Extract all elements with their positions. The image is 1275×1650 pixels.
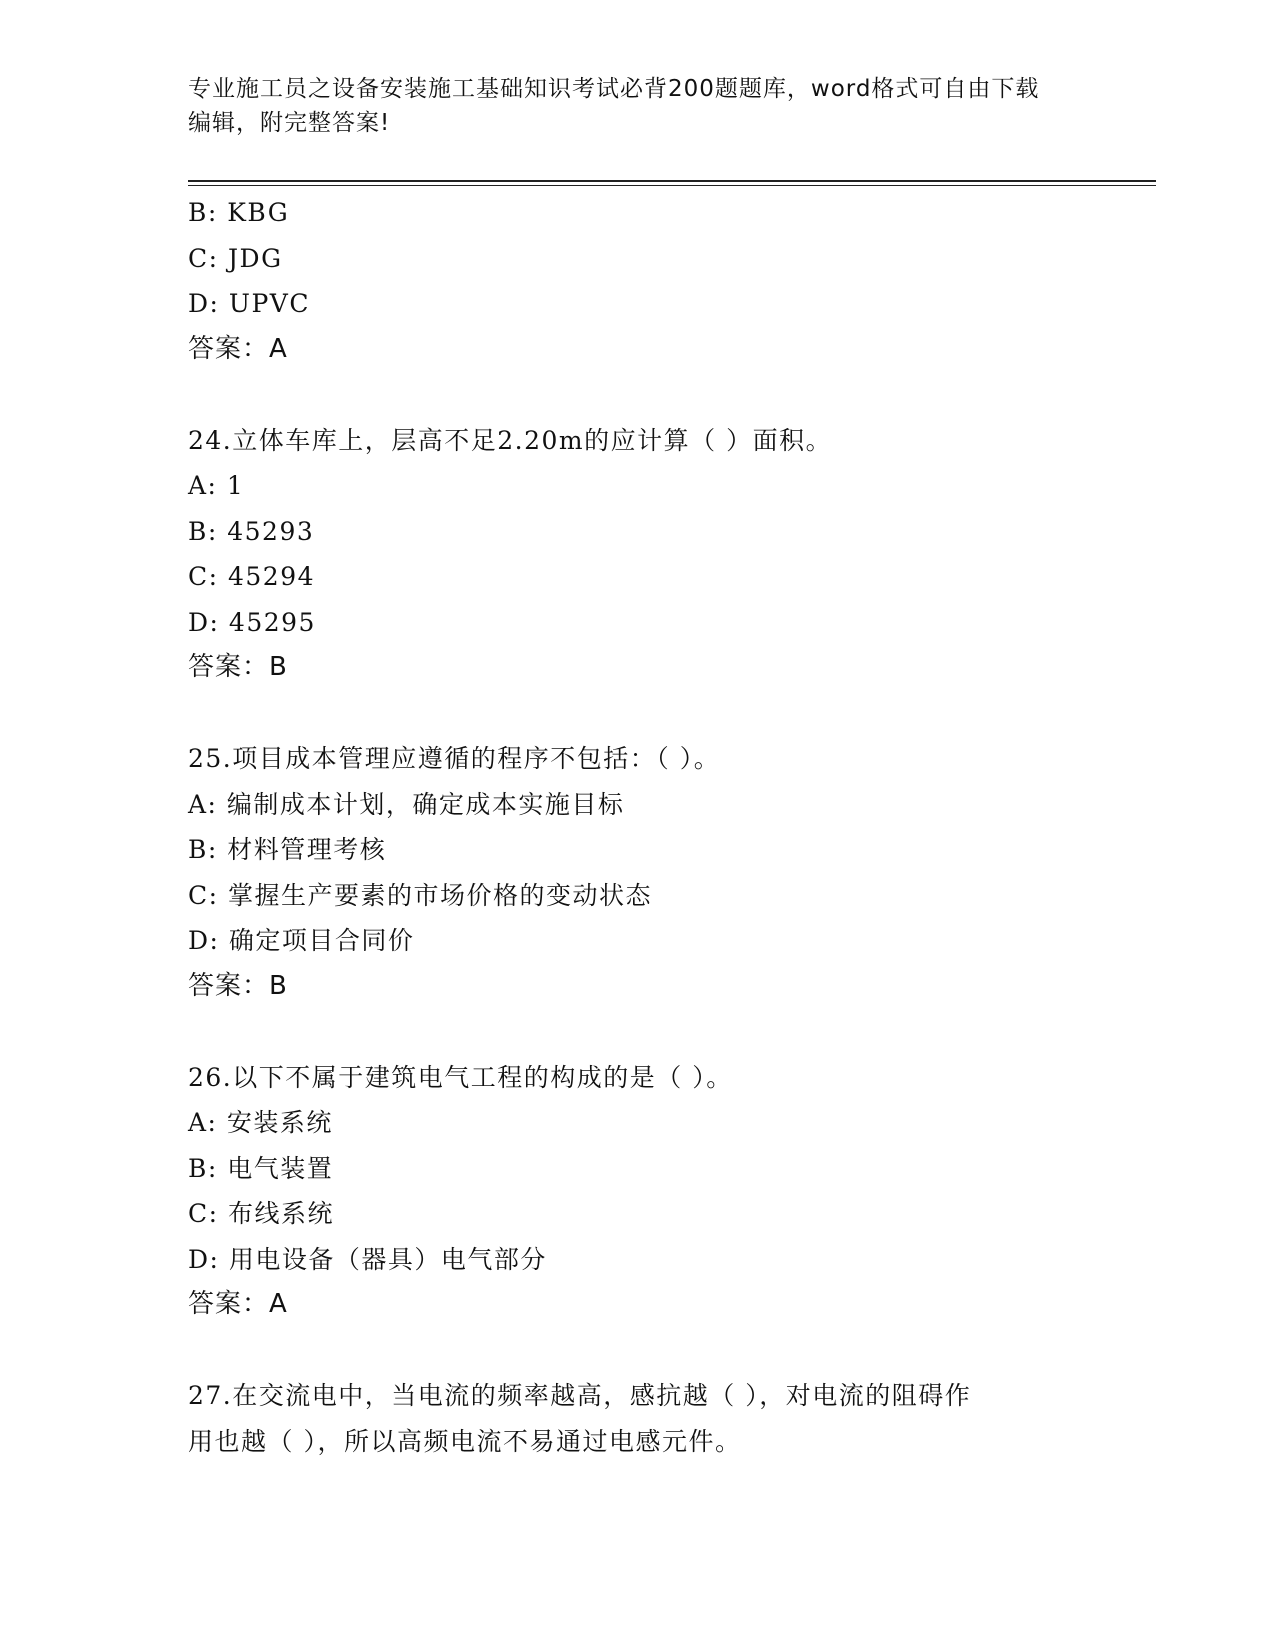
option-b: B: 45293 [188, 516, 315, 546]
page-header [188, 72, 1088, 140]
option-c: C: JDG [188, 243, 283, 273]
option-d: D: UPVC [188, 289, 310, 318]
answer-label: 答案：A [188, 1289, 288, 1319]
question-text: 24.立体车库上，层高不足2.20m的应计算（ ）面积。 [188, 425, 833, 455]
option-c: C: 掌握生产要素的市场价格的变动状态 [188, 880, 652, 910]
option-a: A: 1 [188, 471, 245, 500]
option-d: D: 用电设备（器具）电气部分 [188, 1244, 547, 1274]
question-26-block [188, 1055, 1088, 1328]
option-a: A: 安装系统 [188, 1108, 333, 1137]
option-b: B: KBG [188, 198, 290, 227]
question-23-block [188, 190, 1088, 372]
option-a: A: 编制成本计划，确定成本实施目标 [188, 789, 625, 819]
answer-label: 答案：A [188, 333, 288, 364]
answer-label: 答案：B [188, 970, 288, 1001]
answer-label: 答案：B [188, 652, 288, 682]
option-c: C: 布线系统 [188, 1199, 334, 1228]
question-text: 26.以下不属于建筑电气工程的构成的是（ ）。 [188, 1062, 733, 1092]
option-d: D: 45295 [188, 607, 316, 637]
spacer [188, 372, 1088, 418]
option-c: C: 45294 [188, 562, 316, 591]
header-title-line-2: 编辑，附完整答案! [188, 110, 391, 136]
question-24-block [188, 418, 1088, 691]
question-27-block [188, 1373, 1088, 1464]
option-b: B: 电气装置 [188, 1153, 334, 1183]
spacer [188, 1009, 1088, 1055]
header-title-line-1: 专业施工员之设备安装施工基础知识考试必背200题题库，word格式可自由下载 [188, 76, 1040, 102]
question-25-block [188, 736, 1088, 1009]
option-b: B: 材料管理考核 [188, 835, 387, 864]
spacer [188, 691, 1088, 737]
question-text: 25.项目成本管理应遵循的程序不包括：（ ）。 [188, 744, 721, 773]
question-list [188, 190, 1088, 1464]
option-d: D: 确定项目合同价 [188, 926, 415, 955]
question-text-line-2: 用也越（ ），所以高频电流不易通过电感元件。 [188, 1426, 742, 1456]
header-rule-thin [188, 185, 1156, 186]
spacer [188, 1328, 1088, 1374]
question-text-line-1: 27.在交流电中，当电流的频率越高，感抗越（ ），对电流的阻碍作 [188, 1381, 972, 1410]
header-rule-thick [188, 180, 1156, 182]
